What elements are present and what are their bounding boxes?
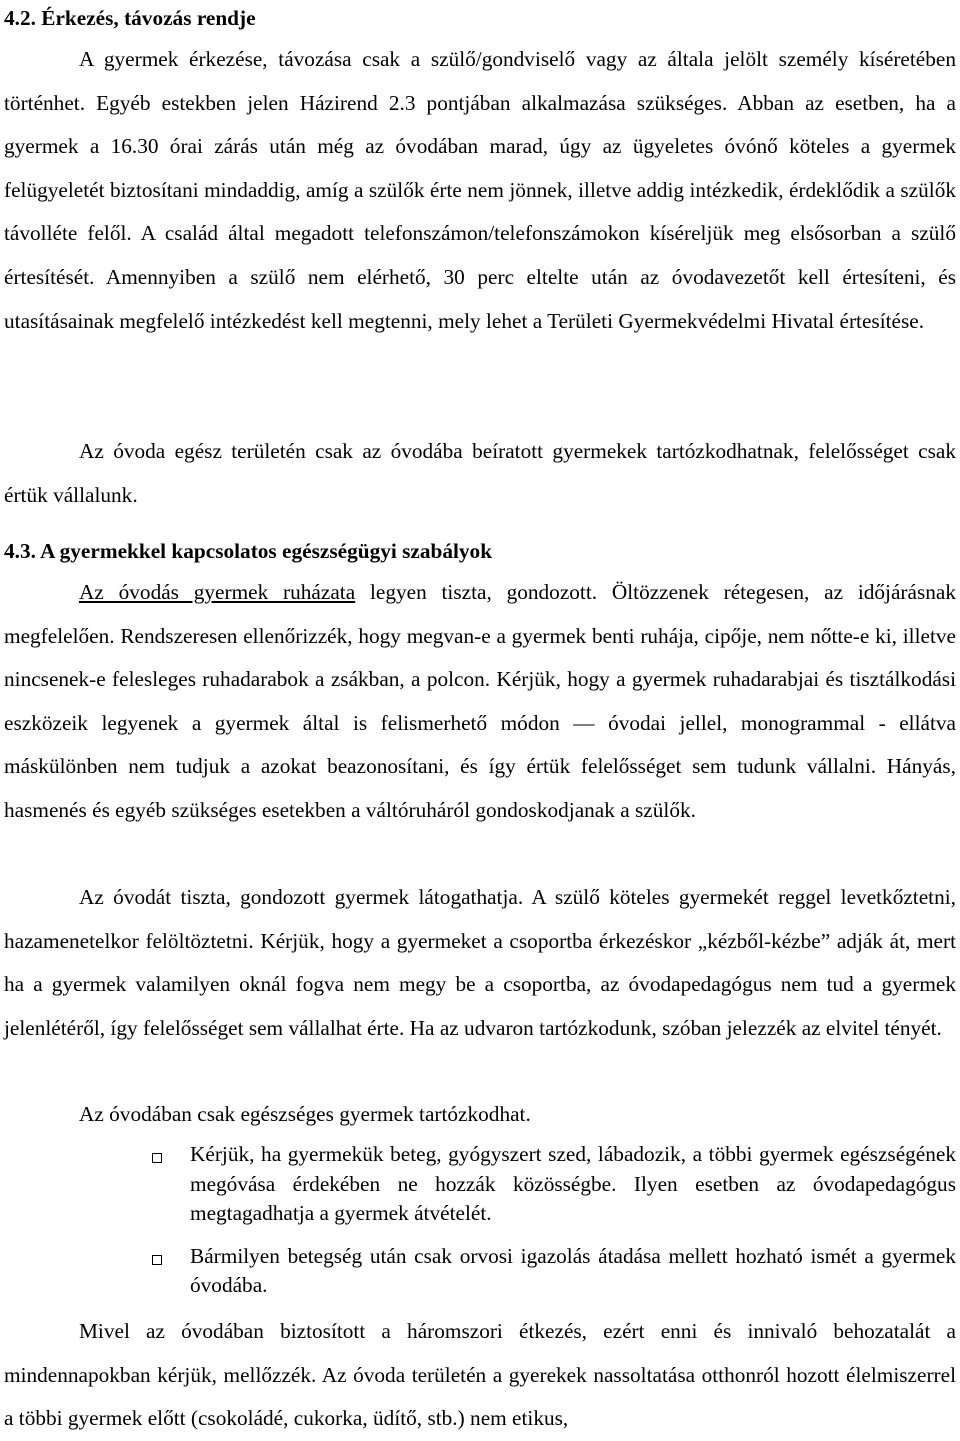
paragraph-responsibility: Az óvoda egész területén csak az óvodába beíratott gyermekek tartózkodhatnak, felelősséget csak értük vállalunk. [4, 439, 956, 507]
list-item [0, 1242, 956, 1301]
underlined-phrase: Az óvodás gyermek ruházata [79, 580, 356, 604]
square-bullet-icon [152, 1153, 162, 1163]
square-bullet-icon [152, 1255, 162, 1265]
section-heading-4-2: 4.2. Érkezés, távozás rendje [4, 6, 256, 30]
paragraph-food: Mivel az óvodában biztosított a háromszori étkezés, ezért enni és innivaló behozatalát a mindennapokban kérjük, mellőzzék. Az óvoda területén a gyerekek nassoltatása otthonról hozott élelmiszerrel a többi gyermek előtt (csokoládé, cukorka, üdítő, stb.) nem etikus, [4, 1319, 956, 1431]
bullet-text: Kérjük, ha gyermekük beteg, gyógyszert szed, lábadozik, a többi gyermek egészségének megóvása érdekében ne hozzák közösségbe. Ilyen esetben az óvodapedagógus megtagadhatja a gyermek átvételét. [190, 1142, 956, 1225]
paragraph-healthy-only: Az óvodában csak egészséges gyermek tartózkodhat. [79, 1102, 531, 1126]
paragraph-clothing-text: legyen tiszta, gondozott. Öltözzenek rétegesen, az időjárásnak megfelelően. Rendszeresen ellenőrizzék, hogy megvan-e a gyermek benti ruhája, cipője, nem nőtte-e ki, illetve nincsenek-e felesleges ruhadarabok a zsákban, a polcon. Kérjük, hogy a gyermek ruhadarabjai és tisztálkodási eszközeik legyenek a gyermek által is felismerhető módon — óvodai jellel, monogrammal - ellátva máskülönben nem tudjuk a azokat beazonosítani, és így értük felelősséget sem tudunk vállalni. Hányás, hasmenés és egyéb szükséges esetekben a váltóruháról gondoskodjanak a szülők. [4, 580, 957, 822]
list-item [0, 1140, 956, 1229]
bullet-text: Bármilyen betegség után csak orvosi igazolás átadása mellett hozható ismét a gyermek óvodába. [190, 1243, 956, 1297]
paragraph-clothing [4, 571, 956, 833]
paragraph-arrival-departure: A gyermek érkezése, távozása csak a szülő/gondviselő vagy az általa jelölt személy kíséretében történhet. Egyéb estekben jelen Házirend 2.3 pontjában alkalmazása szükséges. Abban az esetben, ha a gyermek a 16.30 órai zárás után még az óvodában marad, úgy az ügyeletes óvónő köteles a gyermek felügyeletét biztosítani mindaddig, amíg a szülők érte nem jönnek, illetve addig intézkedik, érdeklődik a szülők távolléte felől. A család által megadott telefonszámon/telefonszámokon kíséreljük meg elsősorban a szülő értesítését. Amennyiben a szülő nem elérhető, 30 perc eltelte után az óvodavezetőt kell értesíteni, és utasításainak megfelelő intézkedést kell megtenni, mely lehet a Területi Gyermekvédelmi Hivatal értesítése. [4, 47, 956, 333]
paragraph-handover: Az óvodát tiszta, gondozott gyermek látogathatja. A szülő köteles gyermekét reggel levetkőztetni, hazamenetelkor felöltöztetni. Kérjük, hogy a gyermeket a csoportba érkezéskor „kézből-kézbe” adják át, mert ha a gyermek valamilyen oknál fogva nem megy be a csoportba, az óvodapedagógus nem tud a gyermek jelenlétéről, így felelősséget sem vállalhat érte. Ha az udvaron tartózkodunk, szóban jelezzék az elvitel tényét. [4, 885, 956, 1040]
section-heading-4-3: 4.3. A gyermekkel kapcsolatos egészségügyi szabályok [4, 539, 493, 563]
bullet-list [0, 1140, 960, 1301]
